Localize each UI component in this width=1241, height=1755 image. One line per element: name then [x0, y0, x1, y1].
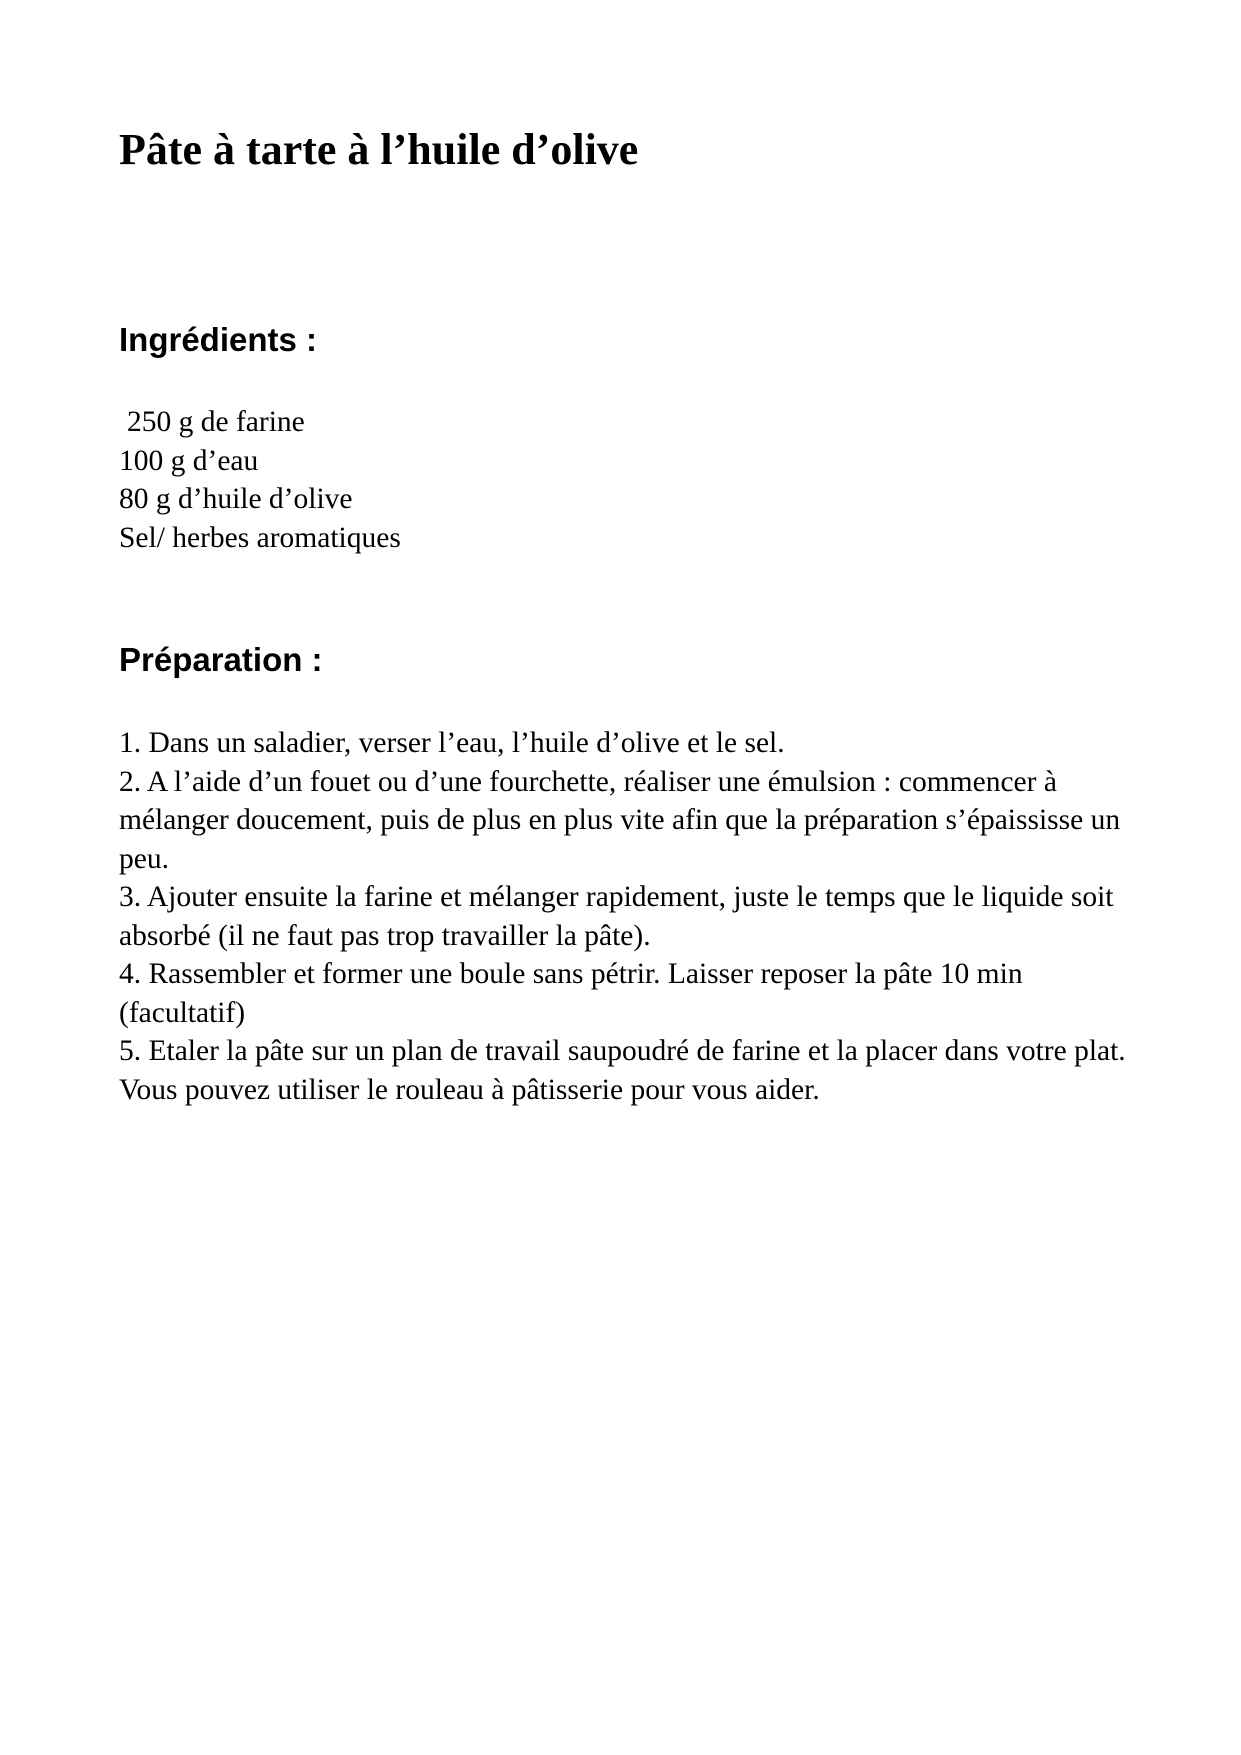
- recipe-title: Pâte à tarte à l’huile d’olive: [119, 125, 639, 174]
- preparation-note: Vous pouvez utiliser le rouleau à pâtisserie pour vous aider.: [119, 1073, 820, 1106]
- preparation-steps: [119, 724, 1139, 1109]
- preparation-step: 1. Dans un saladier, verser l’eau, l’huile d’olive et le sel.: [119, 727, 785, 759]
- preparation-heading: Préparation :: [119, 641, 323, 678]
- ingredients-list: [119, 403, 1139, 557]
- ingredient-item: Sel/ herbes aromatiques: [119, 521, 401, 554]
- ingredient-item: 250 g de farine: [127, 406, 305, 438]
- preparation-step: 4. Rassembler et former une boule sans pétrir. Laisser reposer la pâte 10 min (facultatif): [119, 958, 1023, 1029]
- preparation-step: 2. A l’aide d’un fouet ou d’une fourchette, réaliser une émulsion : commencer à mélanger doucement, puis de plus en plus vite afin que la préparation s’épaississe un peu.: [119, 765, 1121, 875]
- ingredient-item: 80 g d’huile d’olive: [119, 483, 353, 515]
- ingredient-item: 100 g d’eau: [119, 444, 259, 477]
- preparation-step: 3. Ajouter ensuite la farine et mélanger rapidement, juste le temps que le liquide soit absorbé (il ne faut pas trop travailler la pâte).: [119, 881, 1114, 952]
- preparation-step: 5. Etaler la pâte sur un plan de travail saupoudré de farine et la placer dans votre plat.: [119, 1035, 1126, 1067]
- ingredients-heading: Ingrédients :: [119, 321, 318, 358]
